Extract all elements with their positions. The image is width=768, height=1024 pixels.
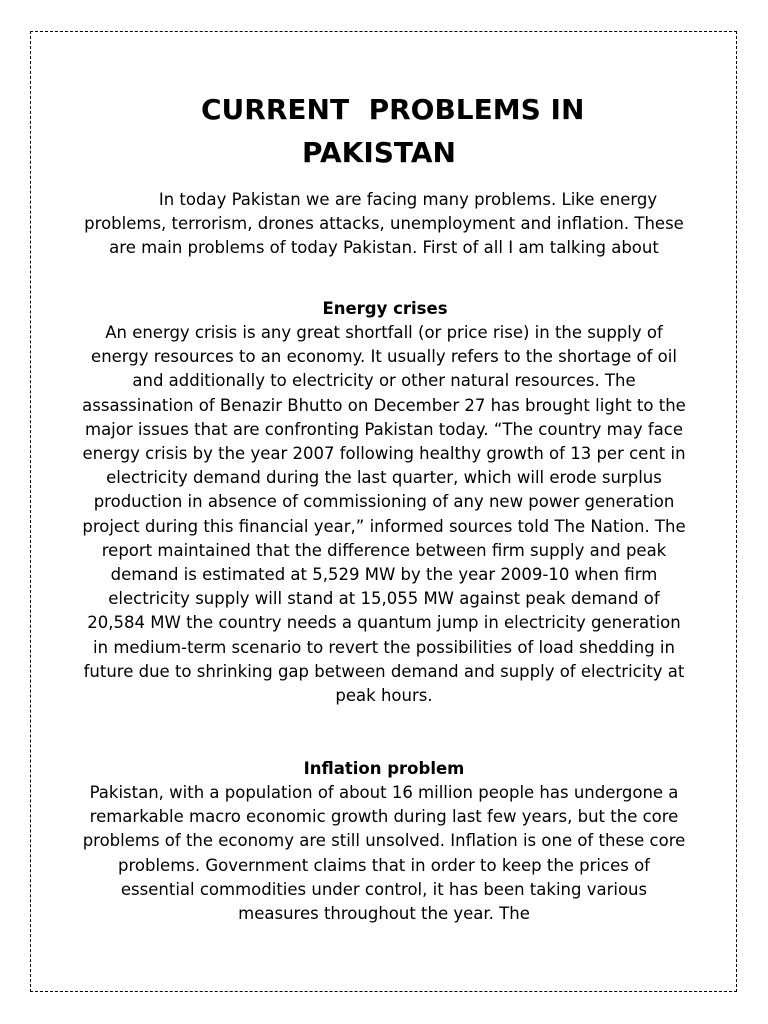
title-line-2: PAKISTAN [302, 136, 456, 169]
inflation-problem-heading: Inflation problem [303, 759, 465, 778]
title-line-1: CURRENT PROBLEMS IN [201, 93, 585, 126]
intro-paragraph: In today Pakistan we are facing many problems. Like energy problems, terrorism, drones attacks, unemployment and inflation. These are main problems of today Pakistan. First of all I am talking about [84, 190, 684, 258]
energy-crises-paragraph: An energy crisis is any great shortfall (or price rise) in the supply of energy resources to an economy. It usually refers to the shortage of oil and additionally to electricity or other natural resources. The assassination of Benazir Bhutto on December 27 has brought light to the major issues that are confronting Pakistan today. “The country may face energy crisis by the year 2007 following healthy growth of 13 per cent in electricity demand during the last quarter, which will erode surplus production in absence of commissioning of any new power generation project during this financial year,” informed sources told The Nation. The report maintained that the difference between firm supply and peak demand is estimated at 5,529 MW by the year 2009-10 when firm electricity supply will stand at 15,055 MW against peak demand of 20,584 MW the country needs a quantum jump in electricity generation in medium-term scenario to revert the possibilities of load shedding in future due to shrinking gap between demand and supply of electricity at peak hours. [82, 323, 686, 706]
energy-crises-heading: Energy crises [322, 299, 448, 318]
inflation-problem-paragraph: Pakistan, with a population of about 16 million people has undergone a remarkable macro economic growth during last few years, but the core problems of the economy are still unsolved. Inflation is one of these core problems. Government claims that in order to keep the prices of essential commodities under control, it has been taking various measures throughout the year. The [82, 783, 686, 924]
